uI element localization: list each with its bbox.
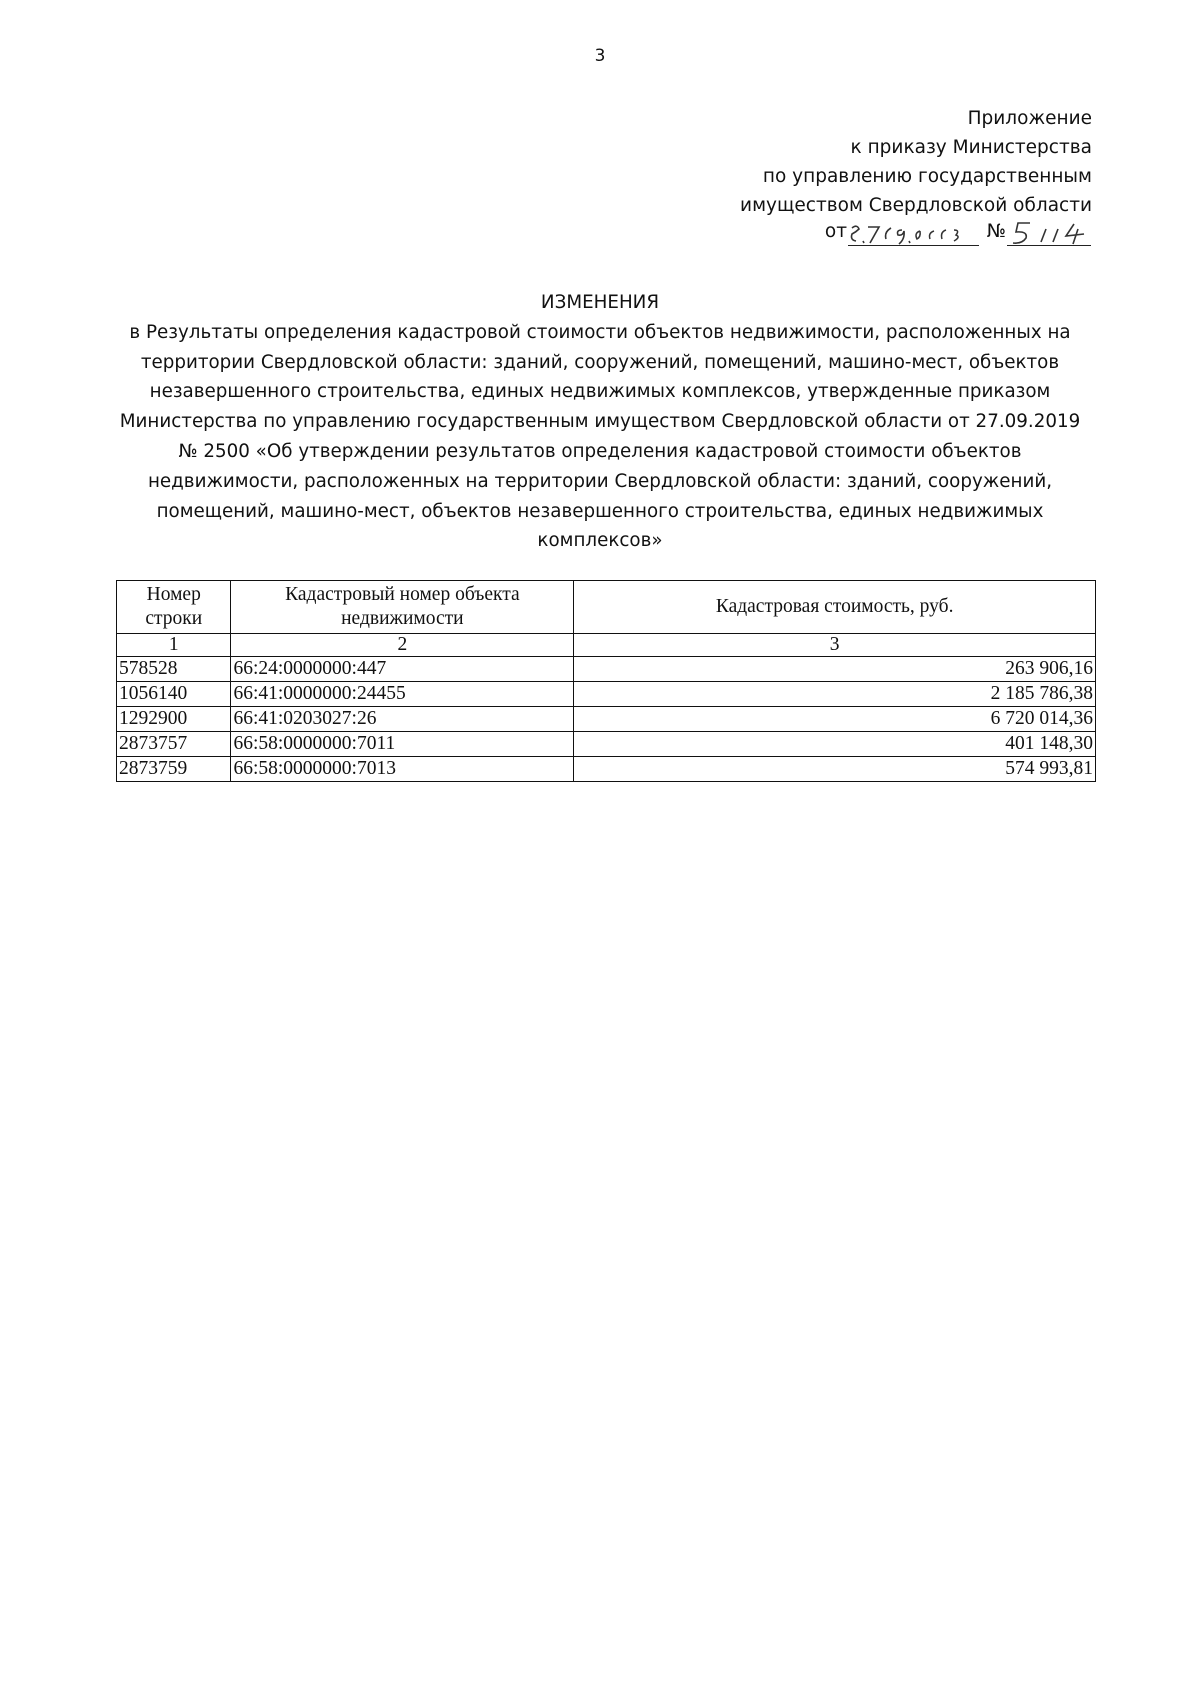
document-title xyxy=(110,288,1090,556)
cadastral-number-cell: 66:58:0000000:7013 xyxy=(231,757,574,782)
appendix-line: имуществом Свердловской области xyxy=(740,195,1092,216)
column-number: 2 xyxy=(231,634,574,657)
cadastral-value-cell: 6 720 014,36 xyxy=(574,707,1096,732)
cadastral-number-cell: 66:58:0000000:7011 xyxy=(231,732,574,757)
table-row xyxy=(117,682,1096,707)
cadastral-value-cell: 263 906,16 xyxy=(574,657,1096,682)
order-date-number-line xyxy=(572,220,1092,252)
date-underline xyxy=(848,244,979,246)
row-number-cell: 1056140 xyxy=(117,682,231,707)
cadastral-value-cell: 2 185 786,38 xyxy=(574,682,1096,707)
appendix-line: по управлению государственным xyxy=(762,166,1092,187)
number-underline xyxy=(1007,244,1091,246)
column-header: Кадастровая стоимость, руб. xyxy=(574,581,1096,634)
cadastral-value-cell: 574 993,81 xyxy=(574,757,1096,782)
appendix-line: к приказу Министерства xyxy=(850,137,1092,158)
appendix-block xyxy=(572,104,1092,252)
subtitle: в Результаты определения кадастровой стоимости объектов недвижимости, расположенных на территории Свердловской области: зданий, сооружений, помещений, машино-мест, объектов незавершенного строительства, единых недвижимых комплексов, утвержденные приказом Министерства по управлению государственным имуществом Свердловской области от 27.09.2019 № 2500 «Об утверждении результатов определения кадастровой стоимости объектов недвижимости, расположенных на территории Свердловской области: зданий, сооружений, помещений, машино-мест, объектов незавершенного строительства, единых недвижимых комплексов» xyxy=(119,321,1081,552)
column-number: 1 xyxy=(117,634,231,657)
table-row xyxy=(117,657,1096,682)
number-prefix: № xyxy=(986,221,1006,242)
column-number: 3 xyxy=(574,634,1096,657)
cadastral-value-cell: 401 148,30 xyxy=(574,732,1096,757)
row-number-cell: 2873759 xyxy=(117,757,231,782)
table-header-row xyxy=(117,581,1096,634)
column-header: Номер строки xyxy=(117,581,231,634)
column-header: Кадастровый номер объекта недвижимости xyxy=(231,581,574,634)
cadastral-number-cell: 66:24:0000000:447 xyxy=(231,657,574,682)
date-prefix: от xyxy=(824,221,847,242)
row-number-cell: 2873757 xyxy=(117,732,231,757)
table-row xyxy=(117,707,1096,732)
table-row xyxy=(117,732,1096,757)
table-row xyxy=(117,757,1096,782)
row-number-cell: 578528 xyxy=(117,657,231,682)
row-number-cell: 1292900 xyxy=(117,707,231,732)
cadastral-number-cell: 66:41:0000000:24455 xyxy=(231,682,574,707)
column-number-row xyxy=(117,634,1096,657)
appendix-line: Приложение xyxy=(967,108,1092,129)
heading: ИЗМЕНЕНИЯ xyxy=(540,292,660,313)
page-number: 3 xyxy=(594,46,606,66)
cadastral-number-cell: 66:41:0203027:26 xyxy=(231,707,574,732)
cadastral-value-table xyxy=(116,580,1096,782)
